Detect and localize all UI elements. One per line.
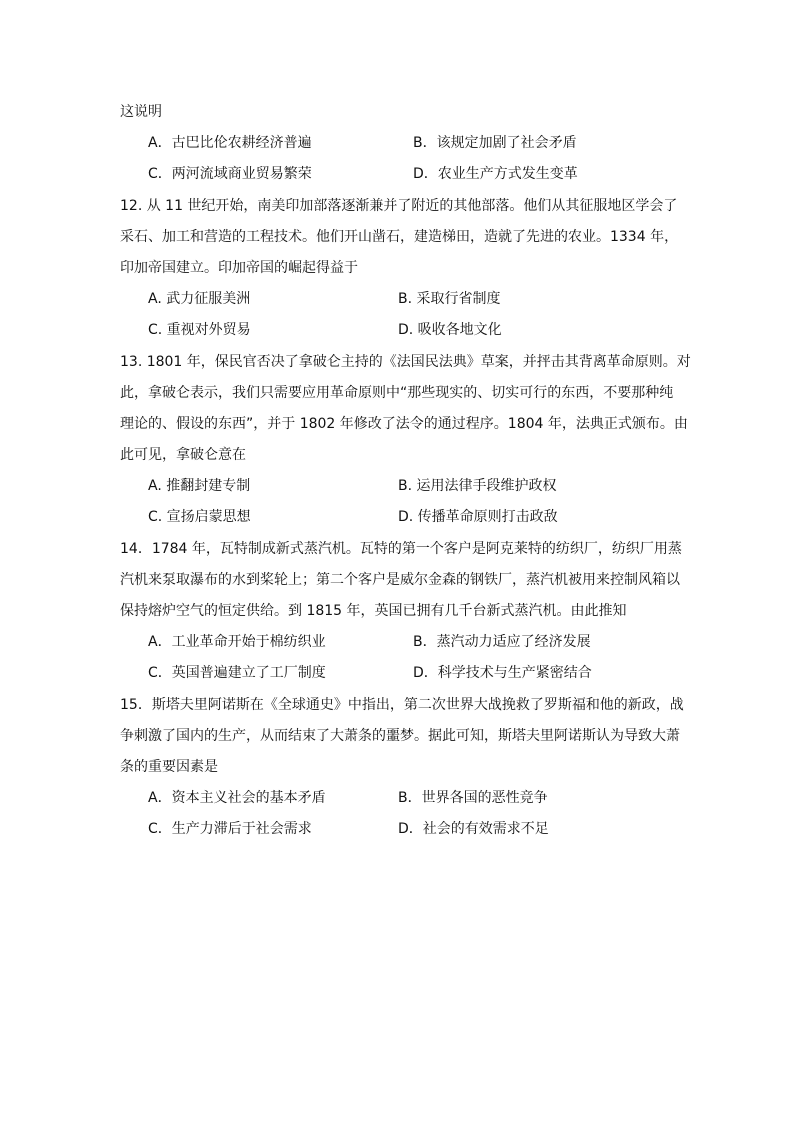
question-15-option-d: D．社会的有效需求不足 [398, 821, 549, 837]
question-13-stem-line-2: 此，拿破仑表示，我们只需要应用革命原则中“那些现实的、切实可行的东西，不要那种纯 [120, 385, 674, 401]
question-15-stem-line-3: 条的重要因素是 [120, 759, 218, 775]
question-12-stem-line-2: 采石、加工和营造的工程技术。他们开山凿石，建造梯田，造就了先进的农业。1334 年， [120, 229, 679, 245]
question-15-option-b: B．世界各国的恶性竞争 [398, 790, 548, 806]
question-14-option-d: D．科学技术与生产紧密结合 [413, 665, 592, 681]
question-11-option-b: B．该规定加剧了社会矛盾 [413, 135, 577, 151]
question-12-option-c: C. 重视对外贸易 [148, 322, 251, 338]
question-12-stem-line-3: 印加帝国建立。印加帝国的崛起得益于 [120, 260, 358, 276]
question-11-option-c: C．两河流域商业贸易繁荣 [148, 166, 312, 182]
question-14-option-c: C．英国普遍建立了工厂制度 [148, 665, 326, 681]
question-14-option-b: B．蒸汽动力适应了经济发展 [413, 634, 591, 650]
question-14-option-a: A．工业革命开始于棉纺织业 [148, 634, 326, 650]
question-12-option-d: D. 吸收各地文化 [398, 322, 502, 338]
question-12-option-a: A. 武力征服美洲 [148, 291, 251, 307]
question-14-stem-line-1: 14．1784 年，瓦特制成新式蒸汽机。瓦特的第一个客户是阿克莱特的纺织厂，纺织厂用蒸 [120, 541, 682, 557]
question-13-option-a: A. 推翻封建专制 [148, 478, 251, 494]
question-11-option-a: A．古巴比伦农耕经济普遍 [148, 135, 312, 151]
question-13-stem-line-4: 此可见，拿破仑意在 [120, 447, 246, 463]
question-13-stem-line-3: 理论的、假设的东西”，并于 1802 年修改了法令的通过程序。1804 年，法典正式颁布。由 [120, 416, 688, 432]
question-15-stem-line-1: 15．斯塔夫里阿诺斯在《全球通史》中指出，第二次世界大战挽救了罗斯福和他的新政，战 [120, 697, 684, 713]
question-13-stem-line-1: 13. 1801 年，保民官否决了拿破仑主持的《法国民法典》草案，并抨击其背离革命原则。对 [120, 354, 691, 370]
question-15-stem-line-2: 争刺激了国内的生产，从而结束了大萧条的噩梦。据此可知，斯塔夫里阿诺斯认为导致大萧 [120, 728, 680, 744]
question-14-stem-line-2: 汽机来泵取瀑布的水到桨轮上；第二个客户是威尔金森的钢铁厂，蒸汽机被用来控制风箱以 [120, 572, 680, 588]
question-11-option-d: D．农业生产方式发生变革 [413, 166, 578, 182]
question-12-stem-line-1: 12. 从 11 世纪开始，南美印加部落逐渐兼并了附近的其他部落。他们从其征服地区学会了 [120, 198, 678, 214]
question-11-tail: 这说明 [120, 104, 162, 120]
question-13-option-b: B. 运用法律手段维护政权 [398, 478, 557, 494]
question-13-option-c: C. 宣扬启蒙思想 [148, 509, 251, 525]
question-13-option-d: D. 传播革命原则打击政敌 [398, 509, 558, 525]
question-15-option-c: C．生产力滞后于社会需求 [148, 821, 312, 837]
question-12-option-b: B. 采取行省制度 [398, 291, 501, 307]
question-14-stem-line-3: 保持熔炉空气的恒定供给。到 1815 年，英国已拥有几千台新式蒸汽机。由此推知 [120, 603, 627, 619]
question-15-option-a: A．资本主义社会的基本矛盾 [148, 790, 326, 806]
